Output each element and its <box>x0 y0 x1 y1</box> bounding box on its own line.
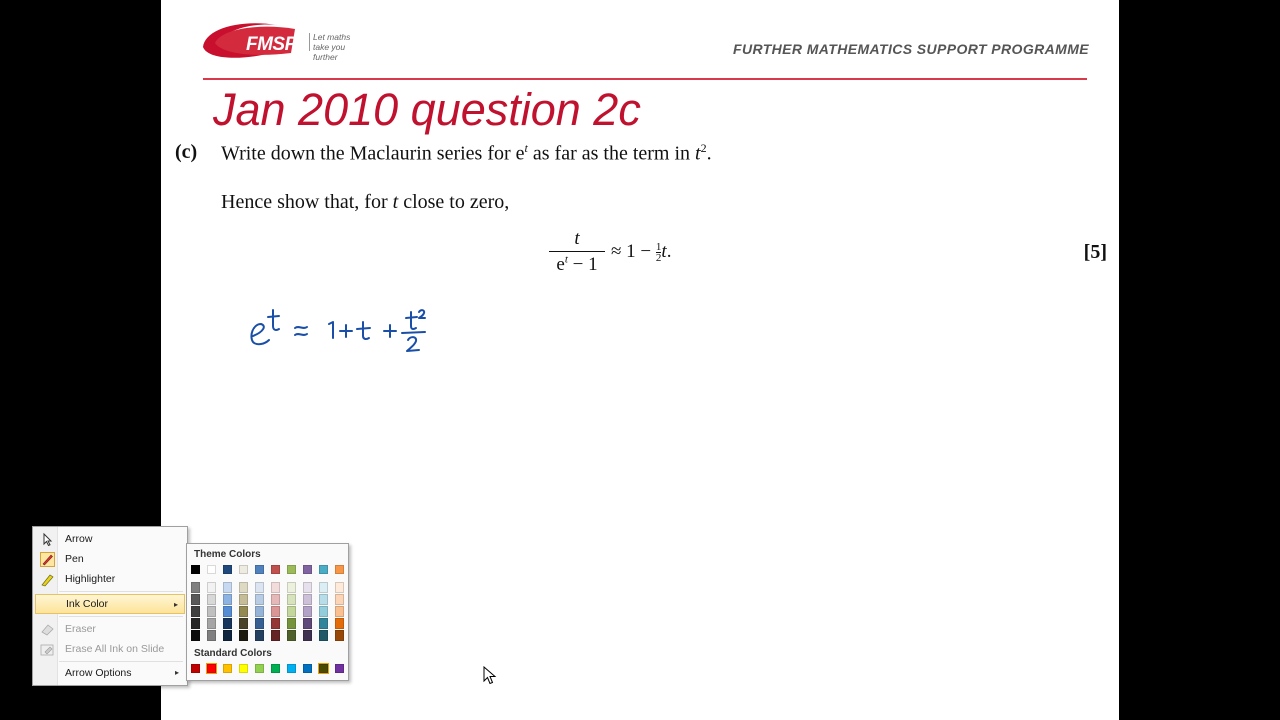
approx-period: . <box>666 241 672 262</box>
approx-variable: t <box>661 241 667 262</box>
theme-shade-swatch[interactable] <box>303 594 312 605</box>
handwritten-ink <box>245 302 445 362</box>
menu-separator <box>59 591 183 592</box>
theme-shade-swatch[interactable] <box>271 582 280 593</box>
half-numerator: 1 <box>655 241 662 254</box>
menu-item-label: Eraser <box>65 623 96 635</box>
standard-color-swatch[interactable] <box>255 664 264 673</box>
mouse-cursor-icon <box>483 666 497 686</box>
question-line-2 <box>221 191 509 214</box>
theme-color-swatch[interactable] <box>287 565 296 574</box>
theme-shade-swatch[interactable] <box>271 630 280 641</box>
theme-shade-swatch[interactable] <box>303 630 312 641</box>
standard-color-swatch[interactable] <box>319 664 328 673</box>
approx-text: ≈ 1 − <box>611 241 656 262</box>
theme-shade-swatch[interactable] <box>255 582 264 593</box>
theme-shade-swatch[interactable] <box>287 606 296 617</box>
theme-colors-heading: Theme Colors <box>194 549 261 560</box>
theme-shade-swatch[interactable] <box>303 582 312 593</box>
submenu-arrow-icon: ▸ <box>174 668 179 677</box>
fraction-numerator: t <box>574 228 580 249</box>
standard-color-swatch[interactable] <box>239 664 248 673</box>
theme-shade-swatch[interactable] <box>319 606 328 617</box>
theme-shade-swatch[interactable] <box>239 630 248 641</box>
q1-text-2: as far as the term in <box>527 142 696 165</box>
menu-item-highlighter[interactable] <box>35 569 185 589</box>
q1-variable: t <box>695 142 701 165</box>
theme-shade-swatch[interactable] <box>191 594 200 605</box>
standard-color-swatch[interactable] <box>287 664 296 673</box>
theme-shade-swatch[interactable] <box>287 594 296 605</box>
ink-color-palette <box>186 543 349 681</box>
menu-item-ink-color[interactable] <box>35 594 185 614</box>
theme-shade-swatch[interactable] <box>271 618 280 629</box>
menu-separator <box>59 661 183 662</box>
menu-item-label: Erase All Ink on Slide <box>65 643 165 655</box>
theme-shade-swatch[interactable] <box>239 606 248 617</box>
menu-item-arrow-options[interactable] <box>35 663 185 683</box>
theme-shade-swatch[interactable] <box>223 594 232 605</box>
q2-text-2: close to zero, <box>398 191 510 213</box>
theme-shade-swatch[interactable] <box>287 618 296 629</box>
theme-shade-swatch[interactable] <box>287 582 296 593</box>
menu-item-erase-all[interactable] <box>35 639 185 659</box>
theme-shade-swatch[interactable] <box>191 606 200 617</box>
theme-shade-swatch[interactable] <box>191 618 200 629</box>
tagline-separator <box>309 33 310 51</box>
highlighter-icon <box>40 572 55 587</box>
theme-shade-swatch[interactable] <box>271 606 280 617</box>
theme-shade-swatch[interactable] <box>287 630 296 641</box>
theme-shade-swatch[interactable] <box>207 582 216 593</box>
menu-item-label: Highlighter <box>65 573 116 585</box>
logo-text: FMSP <box>246 34 297 55</box>
fraction-bar <box>549 251 605 252</box>
theme-shade-swatch[interactable] <box>271 594 280 605</box>
standard-color-swatch[interactable] <box>191 664 200 673</box>
menu-item-label: Arrow <box>65 533 93 545</box>
menu-item-pen[interactable] <box>35 549 185 569</box>
theme-shade-swatch[interactable] <box>335 594 344 605</box>
fmsp-logo <box>199 19 369 63</box>
theme-color-swatch[interactable] <box>223 565 232 574</box>
slide-title: Jan 2010 question 2c <box>213 84 641 135</box>
q1-period: . <box>706 142 712 165</box>
theme-color-swatch[interactable] <box>271 565 280 574</box>
fraction <box>549 228 605 276</box>
theme-shade-swatch[interactable] <box>223 582 232 593</box>
theme-shade-swatch[interactable] <box>335 606 344 617</box>
erase-all-icon <box>40 642 55 657</box>
theme-shade-swatch[interactable] <box>207 630 216 641</box>
q1-power: 2 <box>700 141 707 155</box>
question-line-1 <box>221 141 712 166</box>
theme-shade-swatch[interactable] <box>303 618 312 629</box>
theme-color-swatch[interactable] <box>335 565 344 574</box>
programme-name: FURTHER MATHEMATICS SUPPORT PROGRAMME <box>733 41 1089 57</box>
theme-shade-swatch[interactable] <box>319 594 328 605</box>
theme-shade-swatch[interactable] <box>207 594 216 605</box>
theme-shade-swatch[interactable] <box>255 630 264 641</box>
header-rule <box>203 78 1087 80</box>
theme-shade-swatch[interactable] <box>239 582 248 593</box>
theme-shade-swatch[interactable] <box>335 630 344 641</box>
den-exponent: t <box>564 254 568 266</box>
q2-variable: t <box>392 191 399 213</box>
theme-shade-swatch[interactable] <box>223 618 232 629</box>
logo-tagline <box>313 32 369 62</box>
theme-shade-swatch[interactable] <box>255 618 264 629</box>
theme-shade-swatch[interactable] <box>223 606 232 617</box>
theme-shade-swatch[interactable] <box>223 630 232 641</box>
theme-shade-swatch[interactable] <box>303 606 312 617</box>
q1-text: Write down the Maclaurin series for e <box>221 142 525 165</box>
arrow-pointer-icon <box>40 532 55 547</box>
theme-color-swatch[interactable] <box>319 565 328 574</box>
q2-text: Hence show that, for <box>221 191 393 213</box>
fraction-denominator <box>556 254 597 275</box>
marks-label: [5] <box>1083 241 1107 263</box>
standard-color-swatch[interactable] <box>223 664 232 673</box>
menu-item-eraser[interactable] <box>35 619 185 639</box>
theme-shade-swatch[interactable] <box>207 618 216 629</box>
standard-color-swatch[interactable] <box>207 664 216 673</box>
menu-separator <box>59 616 183 617</box>
q1-exponent: t <box>524 141 528 155</box>
den-e: e <box>556 254 565 276</box>
tagline-line-2: take you further <box>313 42 346 62</box>
eraser-icon <box>40 622 55 637</box>
theme-shade-swatch[interactable] <box>335 582 344 593</box>
menu-item-label: Ink Color <box>66 598 109 610</box>
theme-shade-swatch[interactable] <box>335 618 344 629</box>
theme-shade-swatch[interactable] <box>191 582 200 593</box>
standard-color-swatch[interactable] <box>335 664 344 673</box>
theme-shade-swatch[interactable] <box>239 594 248 605</box>
theme-shade-swatch[interactable] <box>319 618 328 629</box>
theme-shade-swatch[interactable] <box>191 630 200 641</box>
theme-color-swatch[interactable] <box>207 565 216 574</box>
half-denominator: 2 <box>655 252 662 265</box>
theme-color-swatch[interactable] <box>191 565 200 574</box>
standard-colors-heading: Standard Colors <box>194 648 272 659</box>
den-minus-one: − 1 <box>567 254 598 276</box>
theme-shade-swatch[interactable] <box>319 582 328 593</box>
tagline-line-1: Let maths <box>313 32 351 42</box>
pen-icon <box>40 552 55 567</box>
theme-shade-swatch[interactable] <box>207 606 216 617</box>
theme-color-swatch[interactable] <box>239 565 248 574</box>
standard-color-swatch[interactable] <box>303 664 312 673</box>
theme-shade-swatch[interactable] <box>239 618 248 629</box>
question-part-label: (c) <box>175 141 198 163</box>
standard-color-swatch[interactable] <box>271 664 280 673</box>
approximation <box>611 241 671 263</box>
menu-item-label: Pen <box>65 553 84 565</box>
theme-shade-swatch[interactable] <box>255 606 264 617</box>
menu-item-label: Arrow Options <box>65 667 132 679</box>
ink-context-menu <box>32 526 188 686</box>
theme-shade-swatch[interactable] <box>319 630 328 641</box>
theme-color-swatch[interactable] <box>303 565 312 574</box>
theme-color-swatch[interactable] <box>255 565 264 574</box>
submenu-arrow-icon: ▸ <box>173 600 178 609</box>
theme-shade-swatch[interactable] <box>255 594 264 605</box>
menu-item-arrow[interactable] <box>35 529 185 549</box>
